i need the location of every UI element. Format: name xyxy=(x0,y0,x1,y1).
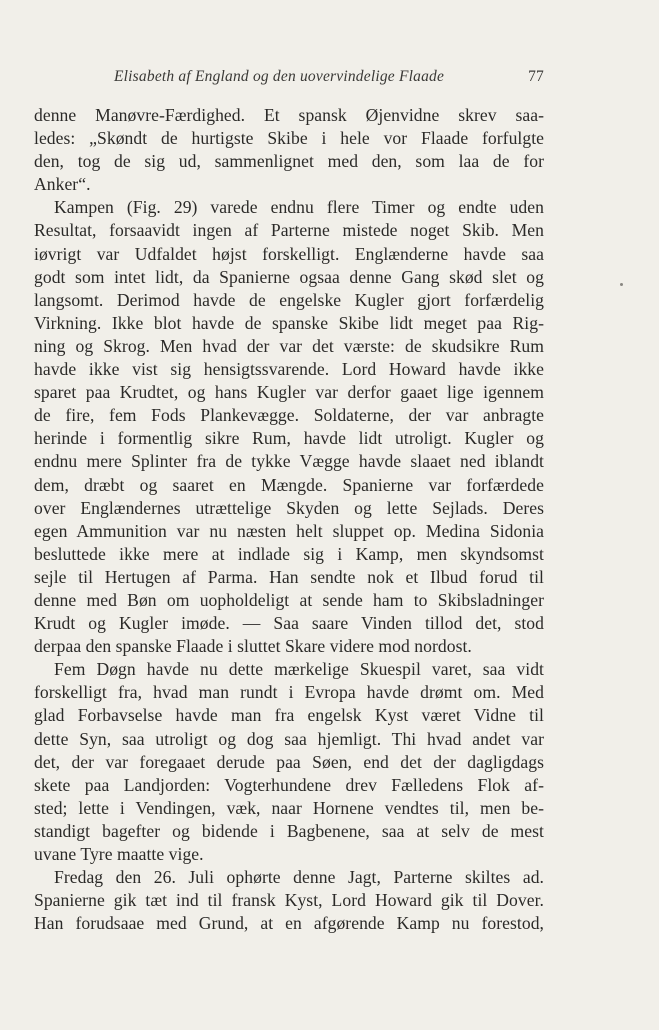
text-line: endnu mere Splinter fra de tykke Vægge havde slaaet ned iblandt xyxy=(34,451,544,472)
text-line: over Englændernes utrættelige Skyden og lette Sejlads. Deres xyxy=(34,497,544,518)
text-line: det, der var foregaaet derude paa Søen, end det der dagligdags xyxy=(34,751,544,772)
text-line: dette Syn, saa utroligt og dog saa hjemligt. Thi hvad andet var xyxy=(34,728,544,749)
running-title: Elisabeth af England og den uovervindelige Flaade xyxy=(114,68,445,85)
text-line: langsomt. Derimod havde de engelske Kugler gjort forfærdelig xyxy=(34,289,544,310)
text-line: iøvrigt var Udfaldet højst forskelligt. Englænderne havde saa xyxy=(34,243,544,264)
text-line: Anker“. xyxy=(34,174,91,195)
body-text xyxy=(34,104,544,935)
text-line: besluttede ikke mere at indlade sig i Kamp, men skyndsomst xyxy=(34,543,544,564)
text-line: ledes: „Skøndt de hurtigste Skibe i hele vor Flaade forfulgte xyxy=(34,128,544,149)
text-line: standigt bagefter og bidende i Bagbenene, saa at selv de mest xyxy=(34,820,544,841)
text-line: denne Manøvre-Færdighed. Et spansk Øjenvidne skrev saa- xyxy=(34,105,544,125)
text-line: sparet paa Krudtet, og hans Kugler var derfor gaaet lige igennem xyxy=(34,382,544,403)
text-line: ning og Skrog. Men hvad der var det værste: de skudsikre Rum xyxy=(34,335,544,356)
page-number: 77 xyxy=(528,68,544,85)
text-line: Krudt og Kugler imøde. — Saa saare Vinden tillod det, stod xyxy=(34,613,544,634)
text-line: egen Ammunition var nu næsten helt sluppet op. Medina Sidonia xyxy=(34,520,544,541)
text-line: derpaa den spanske Flaade i sluttet Skare videre mod nordost. xyxy=(34,636,472,657)
text-line: sted; lette i Vendingen, væk, naar Hornene vendtes til, men be- xyxy=(34,797,544,818)
text-line: Spanierne gik tæt ind til fransk Kyst, Lord Howard gik til Dover. xyxy=(34,890,544,911)
text-line: herinde i formentlig sikre Rum, havde lidt utroligt. Kugler og xyxy=(34,428,544,449)
text-line: Virkning. Ikke blot havde de spanske Skibe lidt meget paa Rig- xyxy=(34,312,544,333)
text-line: havde ikke vist sig hensigtssvarende. Lord Howard havde ikke xyxy=(34,359,544,380)
text-line: Fredag den 26. Juli ophørte denne Jagt, Parterne skiltes ad. xyxy=(54,867,544,888)
text-line: forskelligt fra, hvad man rundt i Evropa havde drømt om. Med xyxy=(34,682,544,703)
text-line: Kampen (Fig. 29) varede endnu flere Timer og endte uden xyxy=(54,197,544,218)
text-line: denne med Bøn om uopholdeligt at sende ham to Skibsladninger xyxy=(34,589,544,610)
text-line: godt som intet lidt, da Spanierne ogsaa denne Gang skød slet og xyxy=(34,266,544,287)
text-line: skete paa Landjorden: Vogterhundene drev Fælledens Flok af- xyxy=(34,774,544,795)
text-line: sejle til Hertugen af Parma. Han sendte nok et Ilbud forud til xyxy=(34,566,544,587)
paper-speck xyxy=(620,283,623,286)
text-line: dem, dræbt og saaret en Mængde. Spanierne var forfærdede xyxy=(34,474,544,495)
text-line: Han forudsaae med Grund, at en afgørende Kamp nu forestod, xyxy=(34,913,544,934)
text-line: de fire, fem Fods Plankevægge. Soldaterne, der var anbragte xyxy=(34,405,544,426)
text-line: Fem Døgn havde nu dette mærkelige Skuespil varet, saa vidt xyxy=(54,659,544,680)
text-line: uvane Tyre maatte vige. xyxy=(34,844,204,864)
text-line: Resultat, forsaavidt ingen af Parterne mistede noget Skib. Men xyxy=(34,220,544,241)
text-line: glad Forbavselse havde man fra engelsk Kyst været Vidne til xyxy=(34,705,544,726)
text-line: den, tog de sig ud, sammenlignet med den, som laa de for xyxy=(34,151,544,172)
